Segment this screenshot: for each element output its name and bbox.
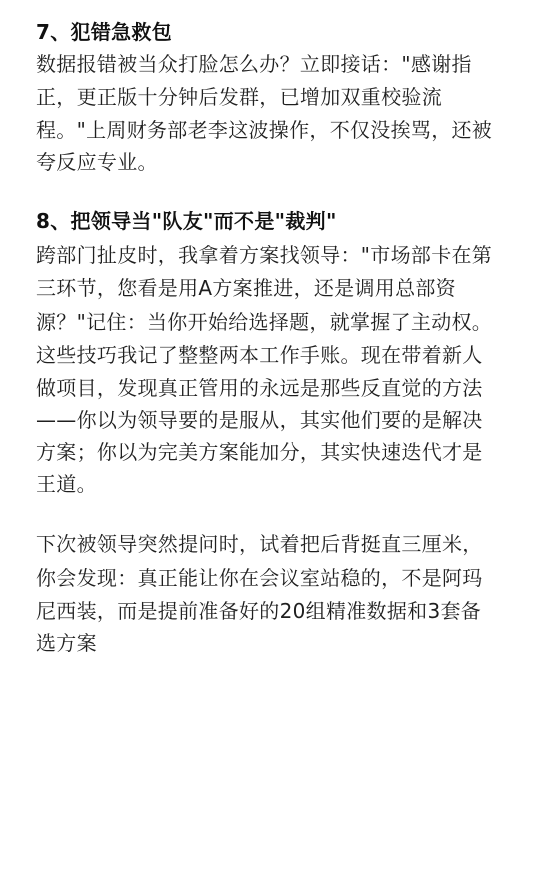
section-7-line-4: 夸反应专业。 bbox=[36, 150, 158, 174]
closing-line-2: 你会发现：真正能让你在会议室站稳的，不是阿玛 bbox=[36, 566, 483, 590]
section-8-line-4: 这些技巧我记了整整两本工作手账。现在带着新人 bbox=[36, 343, 483, 367]
section-8-line-6: ——你以为领导要的是服从，其实他们要的是解决 bbox=[36, 408, 483, 432]
section-8-line-8: 王道。 bbox=[36, 472, 97, 496]
closing-line-1: 下次被领导突然提问时，试着把后背挺直三厘米， bbox=[36, 532, 483, 556]
section-7-heading: 7、犯错急救包 bbox=[36, 20, 173, 44]
closing-line-3: 尼西装，而是提前准备好的20组精准数据和3套备 bbox=[36, 599, 482, 623]
section-8-line-5: 做项目，发现真正管用的永远是那些反直觉的方法 bbox=[36, 376, 483, 400]
section-7-line-2: 正，更正版十分钟后发群，已增加双重校验流 bbox=[36, 85, 442, 109]
section-7-line-3: 程。"上周财务部老李这波操作，不仅没挨骂，还被 bbox=[36, 118, 493, 142]
section-7-line-1: 数据报错被当众打脸怎么办？立即接话："感谢指 bbox=[36, 52, 472, 76]
section-8-line-7: 方案；你以为完美方案能加分，其实快速迭代才是 bbox=[36, 440, 483, 464]
section-8-heading: 8、把领导当"队友"而不是"裁判" bbox=[36, 209, 337, 233]
section-8-line-1: 跨部门扯皮时，我拿着方案找领导："市场部卡在第 bbox=[36, 243, 493, 267]
section-8-line-3: 源？"记住：当你开始给选择题，就掌握了主动权。 bbox=[36, 310, 493, 334]
closing-line-4: 选方案 bbox=[36, 631, 97, 655]
section-8-line-2: 三环节，您看是用A方案推进，还是调用总部资 bbox=[36, 276, 456, 300]
